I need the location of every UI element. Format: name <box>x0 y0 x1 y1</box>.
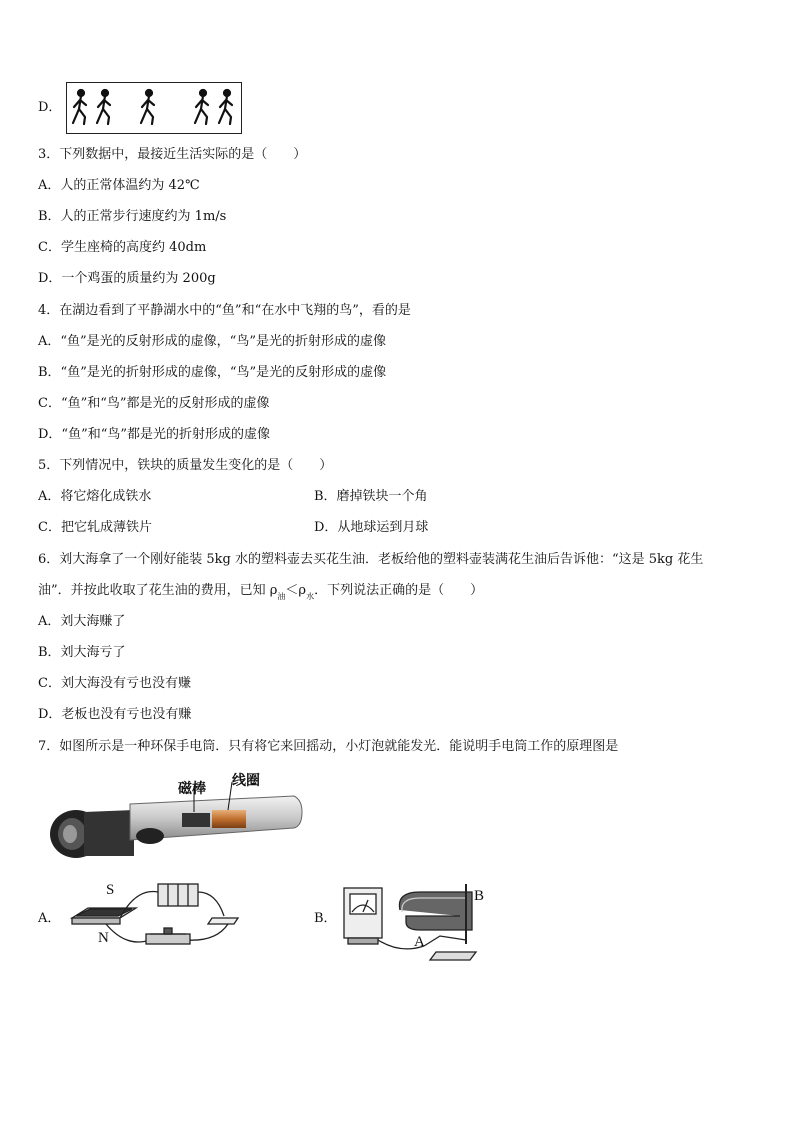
q5-option-b: B．磨掉铁块一个角 <box>314 489 428 504</box>
q7-option-a-label: A． <box>38 911 61 926</box>
q3-option-b: B．人的正常步行速度约为 1m/s <box>38 209 227 224</box>
magnet-label: 磁棒 <box>178 781 206 797</box>
q3-option-a: A．人的正常体温约为 42℃ <box>38 178 200 193</box>
q7-stem: 7．如图所示是一种环保手电筒．只有将它来回摇动，小灯泡就能发光．能说明手电筒工作的原理图是 <box>38 739 619 754</box>
q5-option-a: A．将它熔化成铁水 <box>38 489 152 504</box>
rho-water-subscript: 水 <box>306 592 315 601</box>
q6-stem-part-b: ＜ρ <box>285 583 307 598</box>
q3-option-d: D．一个鸡蛋的质量约为 200g <box>38 271 216 286</box>
q4-option-d: D．“鱼”和“鸟”都是光的折射形成的虚像 <box>38 427 271 442</box>
option-b-a-label: A <box>414 934 425 950</box>
q6-option-d: D．老板也没有亏也没有赚 <box>38 707 192 722</box>
option-b-b-label: B <box>474 888 485 904</box>
walking-figures-image <box>66 82 242 134</box>
q5-stem: 5．下列情况中，铁块的质量发生变化的是（ ） <box>38 458 333 473</box>
flashlight-figure <box>44 766 306 862</box>
q4-stem: 4．在湖边看到了平静湖水中的“鱼”和“在水中飞翔的鸟”，看的是 <box>38 303 411 318</box>
q5-option-d: D．从地球运到月球 <box>314 520 429 535</box>
q6-stem-line2 <box>38 582 483 601</box>
option-a-circuit-figure <box>66 878 244 952</box>
coil-label: 线圈 <box>232 773 260 789</box>
q3-stem: 3．下列数据中，最接近生活实际的是（ ） <box>38 147 307 162</box>
q3-option-c: C．学生座椅的高度约 40dm <box>38 240 207 255</box>
q6-option-a: A．刘大海赚了 <box>38 614 126 629</box>
option-a-n-label: N <box>98 930 109 946</box>
q7-option-b-label: B． <box>314 911 337 926</box>
q5-option-c: C．把它轧成薄铁片 <box>38 520 152 535</box>
q4-option-b: B．“鱼”是光的折射形成的虚像，“鸟”是光的反射形成的虚像 <box>38 365 387 380</box>
q6-option-c: C．刘大海没有亏也没有赚 <box>38 676 191 691</box>
q6-stem-part-c: ．下列说法正确的是（ ） <box>314 583 484 598</box>
q6-stem-part-a: 油”．并按此收取了花生油的费用，已知 ρ <box>38 583 278 598</box>
q4-option-a: A．“鱼”是光的反射形成的虚像，“鸟”是光的折射形成的虚像 <box>38 334 386 349</box>
q6-option-b: B．刘大海亏了 <box>38 645 126 660</box>
q6-stem-line1: 6．刘大海拿了一个刚好能装 5kg 水的塑料壶去买花生油．老板给他的塑料壶装满花生油后告诉他：“这是 5kg 花生 <box>38 552 704 567</box>
q2-option-d-label: D． <box>38 100 62 115</box>
option-b-galvanometer-figure <box>340 880 496 964</box>
rho-oil-subscript: 油 <box>277 592 286 601</box>
option-a-s-label: S <box>106 882 115 898</box>
q4-option-c: C．“鱼”和“鸟”都是光的反射形成的虚像 <box>38 396 270 411</box>
